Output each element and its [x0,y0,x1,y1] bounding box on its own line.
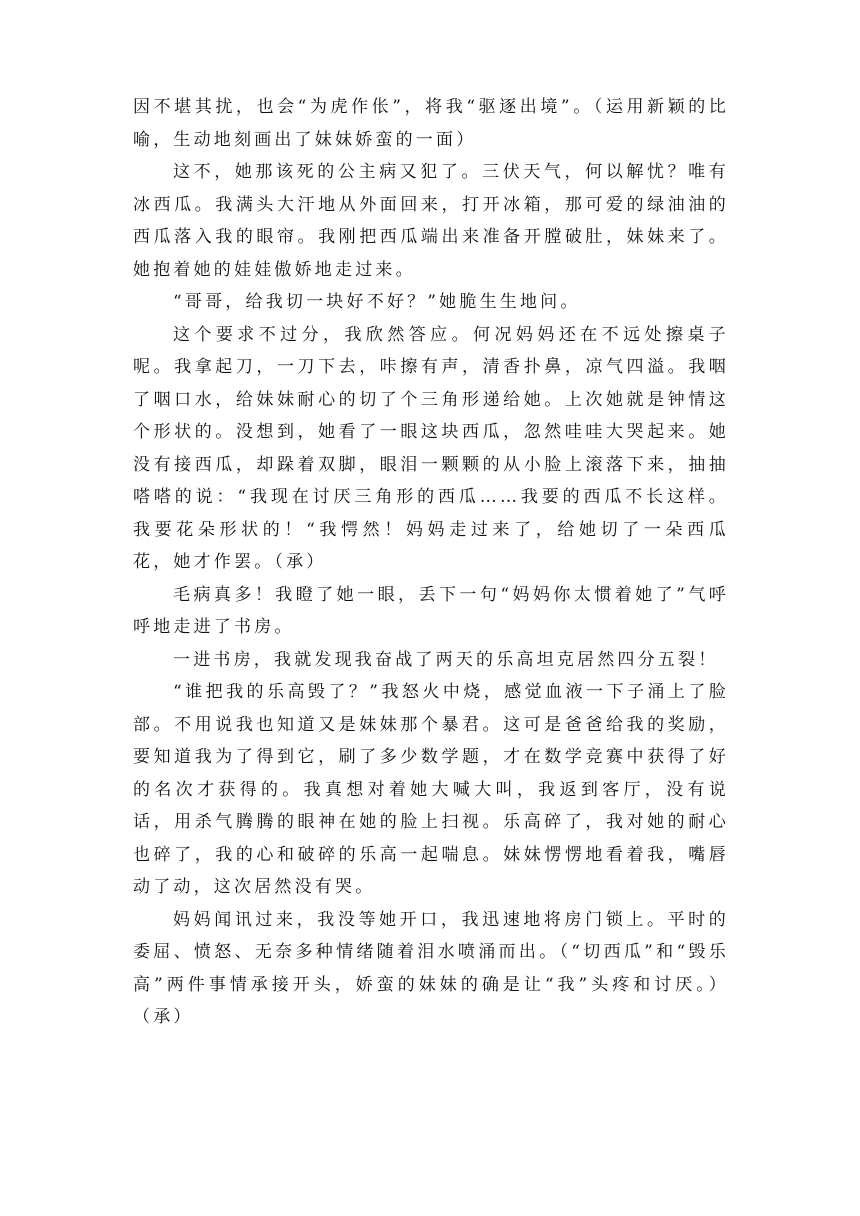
paragraph-3: “哥哥，给我切一块好不好？”她脆生生地问。 [173,292,581,312]
paragraph-4: 这个要求不过分，我欣然答应。何况妈妈还在不远处擦桌子呢。我拿起刀，一刀下去，咔擦有声，清香扑鼻，凉气四溢。我咽了咽口水，给妹妹耐心的切了个三角形递给她。上次她就是钟情这个形状的。没想到，她看了一眼这块西瓜，忽然哇哇大哭起来。她没有接西瓜，却跺着双脚，眼泪一颗颗的从小脸上滚落下来，抽抽嗒嗒的说：“我现在讨厌三角形的西瓜……我要的西瓜不长这样。我要花朵形状的！“我愕然！妈妈走过来了，给她切了一朵西瓜花，她才作罢。（承） [133,324,729,572]
paragraph-6: 一进书房，我就发现我奋战了两天的乐高坦克居然四分五裂！ [173,649,719,670]
paragraph-2: 这不，她那该死的公主病又犯了。三伏天气，何以解忧？唯有冰西瓜。我满头大汗地从外面回来，打开冰箱，那可爱的绿油油的西瓜落入我的眼帘。我刚把西瓜端出来准备开膛破肚，妹妹来了。她抱着她的娃娃傲娇地走过来。 [133,162,729,280]
paragraph-5: 毛病真多！我瞪了她一眼，丢下一句“妈妈你太惯着她了”气呼呼地走进了书房。 [133,584,729,637]
paragraph-7: “谁把我的乐高毁了？”我怒火中烧，感觉血液一下子涌上了脸部。不用说我也知道又是妹妹那个暴君。这可是爸爸给我的奖励，要知道我为了得到它，刷了多少数学题，才在数学竞赛中获得了好的名次才获得的。我真想对着她大喊大叫，我返到客厅，没有说话，用杀气腾腾的眼神在她的脸上扫视。乐高碎了，我对她的耐心也碎了，我的心和破碎的乐高一起喘息。妹妹愣愣地看着我，嘴唇动了动，这次居然没有哭。 [133,682,729,897]
paragraph-8: 妈妈闻讯过来，我没等她开口，我迅速地将房门锁上。平时的委屈、愤怒、无奈多种情绪随着泪水喷涌而出。（“切西瓜”和“毁乐高”两件事情承接开头，娇蛮的妹妹的确是让“我”头疼和讨厌。）（承） [133,909,729,1027]
paragraph-1: 因不堪其扰，也会“为虎作伥”，将我“驱逐出境”。（运用新颖的比喻，生动地刻画出了妹妹娇蛮的一面） [133,97,729,150]
document-page [133,91,729,1034]
